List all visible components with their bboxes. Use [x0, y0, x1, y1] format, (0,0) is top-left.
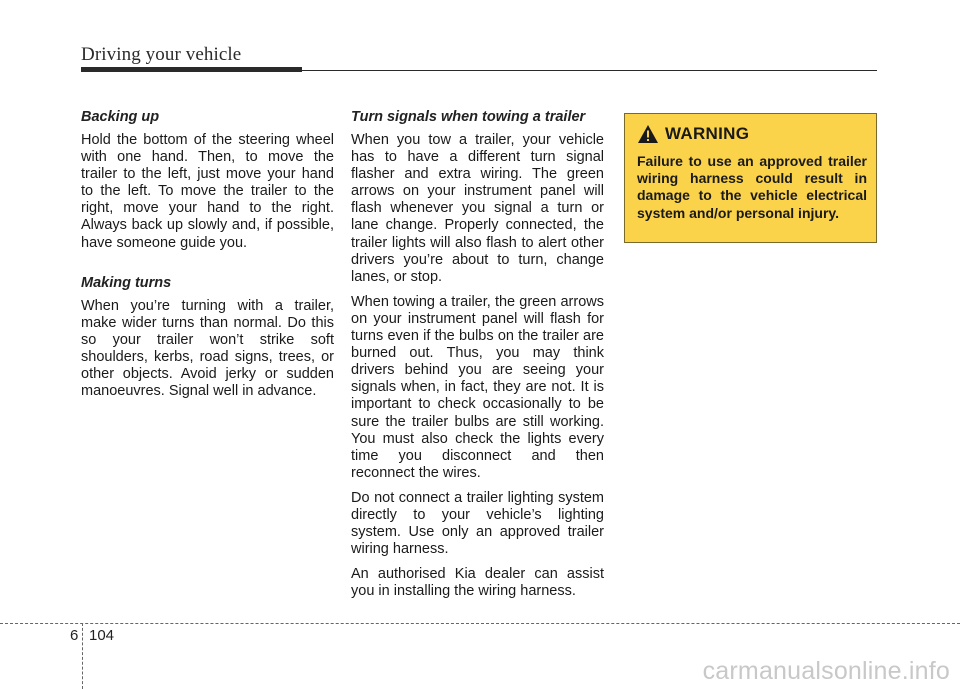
backing-up-heading: Backing up	[81, 109, 160, 125]
column-middle	[351, 108, 604, 608]
header-rule-thin	[300, 70, 877, 71]
warning-triangle-icon	[637, 124, 659, 144]
warning-header	[637, 124, 749, 144]
page-number: 104	[89, 627, 115, 644]
page-header-title: Driving your vehicle	[81, 44, 242, 65]
making-turns-heading: Making turns	[81, 274, 172, 291]
turn-signals-paragraph-4: An authorised Kia dealer can assist you in installing the wiring harness.	[351, 566, 604, 600]
column-left	[81, 108, 334, 408]
warning-box	[624, 113, 877, 243]
chapter-number: 6	[70, 627, 79, 644]
header-rule-thick	[81, 67, 302, 72]
footer-dashed-divider	[82, 623, 83, 689]
making-turns-paragraph: When you’re turning with a trailer, make wider turns than normal. Do this so your trailer won’t strike soft shoulders, kerbs, road signs, trees, or other objects. Avoid jerky or sudden manoeuvres. Signal well in advance.	[81, 297, 334, 400]
footer-dashed-line	[0, 623, 960, 624]
turn-signals-paragraph-1: When you tow a trailer, your vehicle has to have a different turn signal flasher and extra wiring. The green arrows on your instrument panel will flash whenever you signal a turn or lane change. Properly connected, the trailer lights will also flash to alert other drivers you’re about to turn, change lanes, or stop.	[351, 132, 604, 285]
turn-signals-paragraph-2: When towing a trailer, the green arrows on your instrument panel will flash for turns even if the bulbs on the trailer are burned out. Thus, you may think drivers behind you are seeing your signals when, in fact, they are not. It is important to check occasionally to be sure the trailer bulbs are still working. You must also check the lights every time you disconnect and then reconnect the wires.	[351, 293, 604, 481]
warning-text: Failure to use an approved trailer wiring harness could result in damage to the vehicle electrical system and/or personal injury.	[637, 153, 867, 221]
warning-title: WARNING	[665, 124, 750, 143]
turn-signals-heading: Turn signals when towing a trailer	[351, 109, 586, 125]
backing-up-paragraph: Hold the bottom of the steering wheel with one hand. Then, to move the trailer to the left, just move your hand to the left. To move the trailer to the right, move your hand to the right. Always back up slowly and, if possible, have someone guide you.	[81, 132, 334, 251]
turn-signals-paragraph-3: Do not connect a trailer lighting system directly to your vehicle’s lighting system. Use only an approved trailer wiring harness.	[351, 489, 604, 558]
watermark-text: carmanualsonline.info	[702, 657, 950, 685]
